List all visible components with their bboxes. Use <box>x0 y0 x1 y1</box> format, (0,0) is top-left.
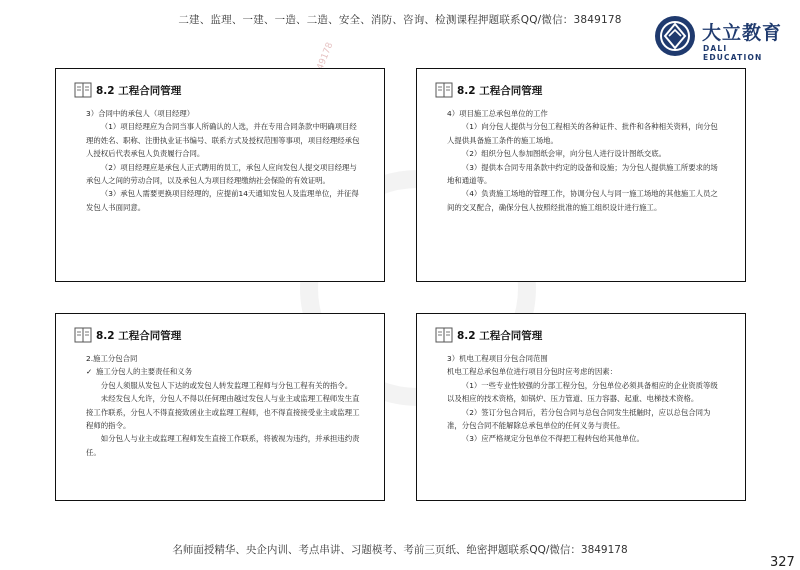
panel-line: （1）向分包人提供与分包工程相关的各种证件、批件和各种相关资料，向分包人提供具备施工条件的施工场地。 <box>447 122 718 145</box>
logo-chinese-name: 大立教育 <box>702 22 783 44</box>
panel-line: （4）负责施工场地的管理工作，协调分包人与同一施工场地的其他施工人员之间的交叉配合，确保分包人按照经批准的施工组织设计进行施工。 <box>447 189 718 212</box>
panel-line: 4）项目施工总承包单位的工作 <box>447 109 548 118</box>
slide-panel-bottom-right <box>416 313 746 501</box>
panel-line: 3）合同中的承包人（项目经理） <box>86 109 195 118</box>
panel-line: 如分包人与业主或监理工程师发生直接工作联系，将被视为违约，并承担违约责任。 <box>86 434 360 457</box>
panel-line-text: 施工分包人的主要责任和义务 <box>96 367 193 377</box>
panel-line: （2）组织分包人参加图纸会审，向分包人进行设计图纸交底。 <box>461 149 667 159</box>
panel-line: （2）项目经理应是承包人正式聘用的员工，承包人应向发包人提交项目经理与承包人之间的劳动合同，以及承包人为项目经理缴纳社会保险的有效证明。 <box>86 162 357 186</box>
panel-line: 3）机电工程项目分包合同范围 <box>447 354 548 363</box>
panel-line: （3）应严格规定分包单位不得把工程转包给其他单位。 <box>461 434 644 444</box>
panel-line: 分包人须服从发包人下达的或发包人转发监理工程师与分包工程有关的指令。 <box>100 380 353 390</box>
slide-panel-top-right <box>416 68 746 282</box>
logo-english-name: DALI EDUCATION <box>703 44 763 62</box>
panel-line: （1）一些专业性较强的分部工程分包，分包单位必须具备相应的企业资质等级以及相应的技术资格，如锅炉、压力管道、压力容器、起重、电梯技术资格。 <box>447 380 718 404</box>
page-number: 327 <box>770 555 795 570</box>
slide-panel-top-left <box>55 68 385 282</box>
panel-line: （3）承包人需要更换项目经理的，应提前14天通知发包人及监理单位，并征得发包人书面同意。 <box>86 189 359 212</box>
panel-heading: 8.2 工程合同管理 <box>96 330 182 342</box>
panel-line: （1）项目经理应为合同当事人所确认的人选，并在专用合同条款中明确项目经理的姓名、职称、注册执业证书编号、联系方式及授权范围等事项，项目经理经承包人授权后代表承包人负责履行合同。 <box>86 122 360 159</box>
panel-body <box>86 107 362 214</box>
panel-line: （2）签订分包合同后，若分包合同与总包合同发生抵触时，应以总包合同为准，分包合同不能解除总承包单位的任何义务与责任。 <box>447 407 711 431</box>
panel-line: （3）提供本合同专用条款中约定的设备和设施；为分包人提供施工所要求的场地和通道等。 <box>447 162 718 186</box>
panel-heading: 8.2 工程合同管理 <box>457 85 543 97</box>
panel-line-checked <box>86 365 362 378</box>
panel-line: 机电工程总承包单位进行项目分包时应考虑的因素： <box>447 367 617 377</box>
panel-heading: 8.2 工程合同管理 <box>457 330 543 342</box>
panel-body <box>86 352 362 459</box>
panel-line: 2.施工分包合同 <box>86 354 138 363</box>
panel-body <box>447 352 723 446</box>
slide-panel-bottom-left <box>55 313 385 501</box>
book-icon <box>435 327 453 343</box>
dali-logo <box>654 15 784 62</box>
check-icon: ✓ <box>86 367 93 377</box>
book-icon <box>435 82 453 98</box>
panel-heading: 8.2 工程合同管理 <box>96 85 182 97</box>
panel-body <box>447 107 723 214</box>
header-banner: 二建、监理、一建、一造、二造、安全、消防、咨询、检测课程押题联系QQ/微信：3849178 <box>178 14 622 26</box>
dali-logo-icon <box>654 15 696 57</box>
book-icon <box>74 82 92 98</box>
book-icon <box>74 327 92 343</box>
panel-line: 未经发包人允许，分包人不得以任何理由越过发包人与业主或监理工程师发生直接工作联系，分包人不得直接致函业主或监理工程师，也不得直接接受业主或监理工程师的指令。 <box>86 394 360 431</box>
footer-banner: 名师面授精华、央企内训、考点串讲、习题模考、考前三页纸、绝密押题联系QQ/微信：3849178 <box>172 544 628 556</box>
